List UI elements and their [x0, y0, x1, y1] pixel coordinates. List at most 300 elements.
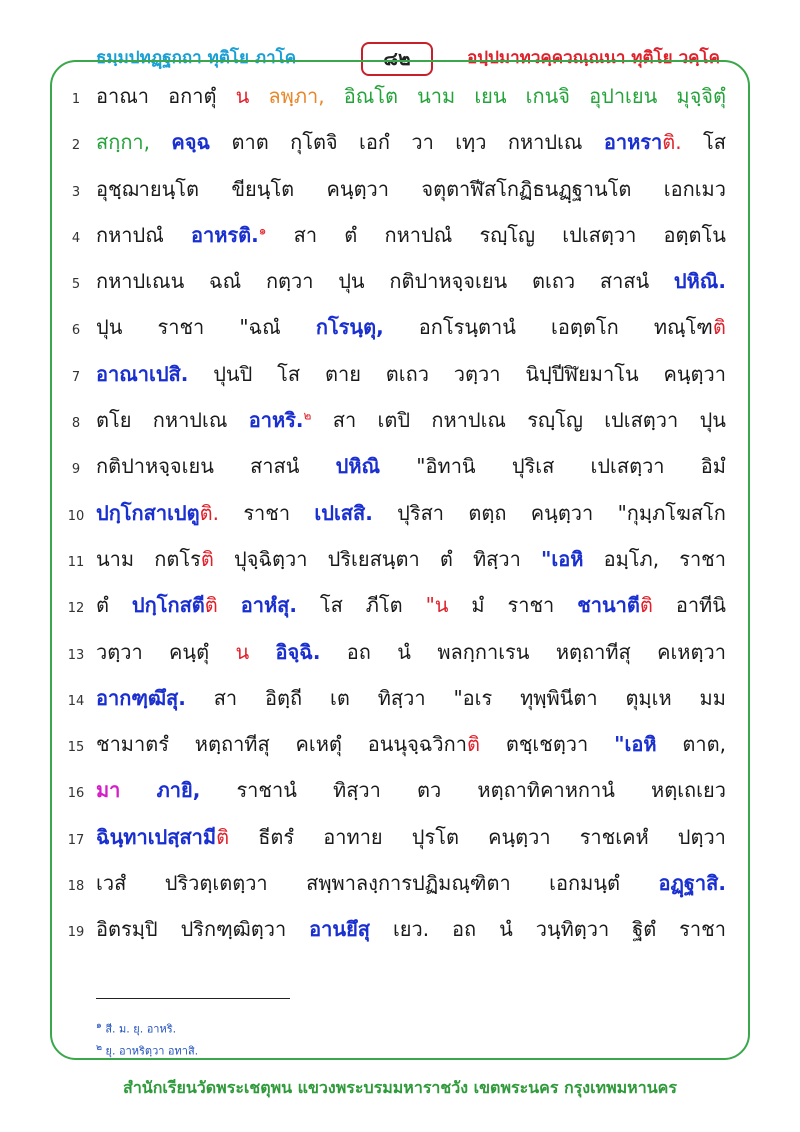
line-text [96, 589, 726, 621]
word-part: "อเร [453, 685, 493, 710]
word [195, 728, 270, 760]
line-text [96, 311, 726, 343]
word [213, 358, 252, 390]
word [531, 497, 594, 529]
word [306, 867, 511, 899]
footnote-mark: ๑ [96, 1020, 102, 1031]
word-part: กหาปเณ [152, 408, 228, 433]
word-part: ราชา [679, 546, 726, 571]
word-part: ตํ [344, 222, 358, 247]
word [96, 636, 143, 668]
word-part: ติ. [199, 500, 219, 525]
line-text [96, 80, 726, 112]
word-part: ปริวตฺเตตฺวา [164, 871, 268, 896]
word-part: ตโย [96, 408, 132, 433]
word [499, 913, 513, 945]
word-part: คนฺตฺวา [326, 176, 390, 201]
word [679, 913, 726, 945]
word [664, 219, 726, 251]
word [366, 589, 403, 621]
word [265, 682, 302, 714]
word [209, 265, 241, 297]
word-part: ติ [200, 546, 214, 571]
word [679, 543, 726, 575]
word [479, 219, 535, 251]
word-part: ราชานํ [236, 778, 297, 803]
line-number: 13 [67, 647, 85, 663]
line-number: 9 [71, 462, 81, 478]
text-line [56, 636, 726, 682]
word-part: เยน [474, 84, 507, 108]
word-part: เต [330, 685, 350, 710]
line-number: 10 [67, 508, 85, 524]
line-number: 17 [67, 832, 85, 848]
text-line [56, 728, 726, 774]
word [314, 497, 372, 529]
word [320, 589, 343, 621]
word-part: หตฺถาทิคาหกานํ [477, 778, 615, 803]
word-part: ตํ [439, 546, 453, 571]
word-part: อตฺตโน [663, 222, 726, 247]
word-part: "อิทานิ [416, 454, 476, 479]
line-text [96, 682, 726, 714]
word-part: ภายิ, [156, 778, 201, 803]
line-number: 2 [71, 138, 81, 154]
word [234, 543, 308, 575]
word [386, 358, 429, 390]
word-part: คจฺฉ [171, 130, 211, 155]
word [96, 589, 109, 621]
word-part: ตเถว [531, 269, 576, 294]
word [153, 404, 228, 436]
word [323, 821, 382, 853]
word [389, 265, 507, 297]
word-part: ปุรโต [411, 824, 459, 849]
word-part: ตํ [96, 593, 109, 618]
word [277, 358, 300, 390]
word [520, 682, 597, 714]
text-line [56, 774, 726, 820]
word-part: กตโร [154, 546, 201, 571]
word-part: ตาต [231, 130, 269, 155]
word [96, 682, 186, 714]
word-part: ทิสฺวา [472, 546, 521, 571]
word-part: วตฺวา [453, 361, 501, 386]
word-part: หตฺถาทีสุ [194, 732, 270, 757]
word [591, 450, 665, 482]
word [527, 404, 583, 436]
word-part: "เอหิ [614, 732, 657, 757]
word [96, 497, 219, 529]
word-part: ขียนฺโต [231, 176, 295, 201]
header-right-title: อปฺปมาทวคฺควณฺณนา ทุติโย วคฺโค [467, 48, 720, 68]
word [157, 774, 201, 806]
word-part: นาม [96, 546, 135, 571]
word-part: ชามาตรํ [96, 732, 169, 757]
word-part: สา [293, 222, 318, 247]
word [541, 543, 583, 575]
word [452, 913, 476, 945]
word-part: โส [702, 130, 726, 155]
word [96, 404, 131, 436]
word [96, 311, 122, 343]
word-part: วา [411, 130, 434, 155]
word [393, 913, 429, 945]
word [338, 265, 364, 297]
footnote-rule [96, 998, 290, 999]
word-part: อาหริ. [248, 408, 304, 433]
word-part: ทุพฺพินีตา [520, 685, 598, 710]
word-part: อิตฺถี [265, 685, 303, 710]
word [454, 358, 501, 390]
word [168, 80, 216, 112]
word-part: โส [319, 593, 343, 618]
word [468, 497, 506, 529]
word-part: "เอหิ [540, 546, 584, 571]
word [618, 497, 726, 529]
page-number: ๘๒ [383, 48, 411, 70]
line-number: 15 [67, 740, 85, 756]
word-part: คนฺตฺวา [530, 500, 594, 525]
line-text [96, 450, 726, 482]
line-text [96, 404, 726, 436]
word [437, 636, 529, 668]
word-part: "ฉณํ [239, 315, 281, 340]
word [658, 867, 726, 899]
word [154, 543, 214, 575]
word [239, 311, 280, 343]
word-part: เปเสตฺวา [590, 454, 665, 479]
word-part: กตฺวา [265, 269, 314, 294]
word-part: ปตฺวา [677, 824, 726, 849]
word [474, 80, 506, 112]
line-text [96, 913, 726, 945]
word [327, 173, 390, 205]
word [96, 821, 229, 853]
text-line [56, 219, 726, 265]
word-part: ปกฺโกสาเปตู [96, 500, 200, 525]
word-part: สาสนํ [250, 454, 300, 479]
word [419, 311, 516, 343]
line-number: 18 [67, 879, 85, 895]
word [316, 311, 384, 343]
text-line [56, 311, 726, 357]
word-part: วนฺทิตฺวา [535, 917, 610, 942]
word-part: อาหรา [603, 130, 663, 155]
word [526, 80, 570, 112]
word [532, 265, 575, 297]
word-part: กติปาหจฺจเยน [389, 269, 508, 294]
word-part: อิจฺฉิ. [275, 639, 321, 664]
word-part: ติ [204, 593, 218, 618]
word-part: อถ [452, 917, 477, 942]
line-text [96, 358, 726, 390]
word [676, 80, 726, 112]
line-number: 12 [67, 601, 85, 617]
word-part: ตชฺเชตฺวา [505, 732, 589, 757]
word-part: ฐิตํ [632, 917, 657, 942]
word-part: ตาต, [682, 732, 726, 757]
word-part: ตุมฺเห [625, 685, 672, 710]
word [703, 126, 726, 158]
word-part: ตเถว [385, 361, 429, 386]
word [232, 126, 269, 158]
word [96, 173, 199, 205]
line-text [96, 219, 726, 251]
text-line [56, 126, 726, 172]
word-part: ทิสฺวา [333, 778, 381, 803]
word-part: อุชฺฌายนฺโต [96, 176, 200, 201]
word [330, 682, 350, 714]
word [421, 173, 631, 205]
word [455, 126, 486, 158]
word-part: "กุมฺภโฆสโก [617, 500, 726, 525]
word [157, 311, 204, 343]
header-left-title: ธมฺมปทฏฺฐกถา ทุติโย ภาโค [96, 48, 297, 68]
word [214, 682, 237, 714]
word [165, 867, 268, 899]
word [663, 358, 726, 390]
word-part: ตว [417, 778, 442, 803]
word-part: เตปิ [377, 408, 411, 433]
word-part: อมฺโภ, [603, 546, 660, 571]
word [508, 126, 583, 158]
word [417, 774, 441, 806]
word-part: อาณา [96, 84, 150, 108]
word [236, 80, 250, 112]
text-line [56, 358, 726, 404]
text-line [56, 173, 726, 219]
word-part: อานยึสุ [309, 917, 371, 942]
word-part: สกฺกา, [96, 130, 151, 155]
word [249, 404, 312, 436]
word [678, 821, 726, 853]
word-part: ปกฺโกสตี [131, 593, 205, 618]
word [235, 636, 249, 668]
word [378, 404, 411, 436]
text-line [56, 543, 726, 589]
word-part: ปุนปิ [213, 361, 253, 386]
word [397, 636, 411, 668]
line-number: 3 [71, 184, 81, 200]
word-part: เปเสตฺวา [562, 222, 637, 247]
word-part: รญฺโญ [479, 222, 536, 247]
word [604, 543, 659, 575]
word [525, 358, 638, 390]
word-part: พลกฺกาเรน [437, 639, 530, 664]
word-part: วตฺวา [96, 639, 143, 664]
word-part: ราชา [679, 917, 726, 942]
word [231, 173, 294, 205]
word-part: นิปฺปีฬิยมาโน [525, 361, 639, 386]
word-part: ปหิณิ [335, 454, 381, 479]
word [96, 80, 149, 112]
word [416, 450, 475, 482]
word [169, 636, 209, 668]
word-part: ราชา [507, 593, 555, 618]
word [296, 728, 342, 760]
word-part: น [235, 639, 250, 664]
word-part: อิตรมฺปิ [96, 917, 158, 942]
word-part: กหาปเณน [96, 269, 185, 294]
word-part: อกโรนฺตานํ [418, 315, 516, 340]
line-number: 8 [71, 416, 81, 432]
word-part: ลพฺภา, [268, 84, 325, 108]
word-part: คนฺตฺวา [663, 361, 726, 386]
word-part: โส [277, 361, 301, 386]
word [431, 404, 506, 436]
word [325, 358, 361, 390]
word [397, 497, 444, 529]
text-line [56, 497, 726, 543]
footnote-text: สี. ม. ยุ. อาหริ. [105, 1022, 177, 1036]
word [657, 636, 726, 668]
word-part: ปุริเส [511, 454, 555, 479]
line-text [96, 774, 726, 806]
word-part: ปริกฑฺฒิตฺวา [180, 917, 287, 942]
footer-institution: สำนักเรียนวัดพระเชตุพน แขวงพระบรมมหาราชวัง เขตพระนคร กรุงเทพมหานคร [123, 1078, 677, 1097]
word [250, 450, 299, 482]
word-part: ปริเยสนฺตา [327, 546, 420, 571]
line-text [96, 265, 726, 297]
word-part: กหาปณํ [96, 222, 164, 247]
text-line [56, 821, 726, 867]
word [477, 774, 615, 806]
word-part: อนนุจฺฉวิกา [367, 732, 468, 757]
word [549, 867, 620, 899]
word [384, 219, 452, 251]
word [241, 589, 297, 621]
word-part: ทณฺโฑ [653, 315, 713, 340]
word-part: ตาย [324, 361, 361, 386]
word-part: อาณาเปสิ. [96, 361, 189, 386]
word-part: ราชเคหํ [579, 824, 649, 849]
word [333, 404, 356, 436]
word-part: มํ [471, 593, 485, 618]
word-part: ติ [639, 593, 653, 618]
word-part: ๒ [303, 408, 312, 423]
word-part: กหาปณํ [384, 222, 453, 247]
word-part: สา [332, 408, 357, 433]
word-part: มม [699, 685, 726, 710]
word-part: เยว. [392, 917, 430, 942]
word-part: คเหตฺวา [657, 639, 726, 664]
word [290, 126, 338, 158]
word [344, 219, 357, 251]
word [512, 450, 554, 482]
text-line [56, 682, 726, 728]
line-number: 14 [67, 693, 85, 709]
word-part: อฏฺฐาสิ. [658, 871, 726, 896]
word-part: ชานาตี [577, 593, 640, 618]
text-line [56, 450, 726, 496]
line-text [96, 126, 726, 158]
word [132, 589, 218, 621]
word-part: อิมํ [700, 454, 726, 479]
word-part: มุจฺจิตุํ [676, 84, 726, 108]
word-part: เอตฺตโก [551, 315, 619, 340]
word [700, 404, 726, 436]
word [604, 126, 682, 158]
word [453, 682, 492, 714]
word [551, 311, 619, 343]
word-part: อาทาย [323, 824, 383, 849]
word-part: เอกํ [359, 130, 390, 155]
word [96, 543, 134, 575]
word [181, 913, 287, 945]
word-part: สพฺพาลงฺการปฏิมณฺฑิตา [306, 871, 511, 896]
word-part: อาหรติ. [191, 222, 259, 247]
word [268, 80, 324, 112]
word [258, 821, 294, 853]
word-part: กุโตจิ [290, 130, 338, 155]
word [625, 682, 671, 714]
word-part: " [425, 593, 435, 618]
word [473, 543, 521, 575]
word [347, 636, 371, 668]
text-lines [56, 80, 726, 960]
line-text [96, 867, 726, 899]
line-number: 16 [67, 786, 85, 802]
word [600, 265, 649, 297]
word [96, 126, 150, 158]
word [96, 265, 184, 297]
word [701, 450, 726, 482]
word [275, 636, 320, 668]
word-part: เปเสสิ. [314, 500, 373, 525]
word-part: กติปาหจฺจเยน [96, 454, 214, 479]
word-part: ธีตรํ [258, 824, 295, 849]
word [488, 821, 551, 853]
word [676, 589, 726, 621]
word-part: ติ [216, 824, 230, 849]
word [236, 774, 296, 806]
word-part: คนฺตฺวา [488, 824, 551, 849]
word-part: น [434, 593, 449, 618]
word [614, 728, 656, 760]
word [471, 589, 484, 621]
word [309, 913, 370, 945]
word-part: อถ [346, 639, 371, 664]
word [426, 589, 449, 621]
line-text [96, 728, 726, 760]
word-part: นํ [499, 917, 513, 942]
word [96, 219, 164, 251]
word [700, 682, 726, 714]
word-part: ติ. [662, 130, 682, 155]
word-part: ปุริสา [397, 500, 445, 525]
footnote-2 [96, 1040, 198, 1060]
word [333, 774, 381, 806]
line-number: 1 [71, 92, 81, 107]
word [440, 543, 453, 575]
word [556, 636, 631, 668]
word-part: ราชา [243, 500, 291, 525]
word-part: ตตฺถ [468, 500, 507, 525]
word [96, 450, 214, 482]
line-text [96, 636, 726, 668]
word [536, 913, 610, 945]
word-part: ปุน [338, 269, 365, 294]
word-part: เทฺว [455, 130, 487, 155]
word [171, 126, 210, 158]
word-part: ๑ [258, 223, 267, 238]
word-part: สาสนํ [599, 269, 650, 294]
word-part: กหาปเณ [507, 130, 583, 155]
word [96, 774, 120, 806]
word [632, 913, 656, 945]
word [344, 80, 398, 112]
